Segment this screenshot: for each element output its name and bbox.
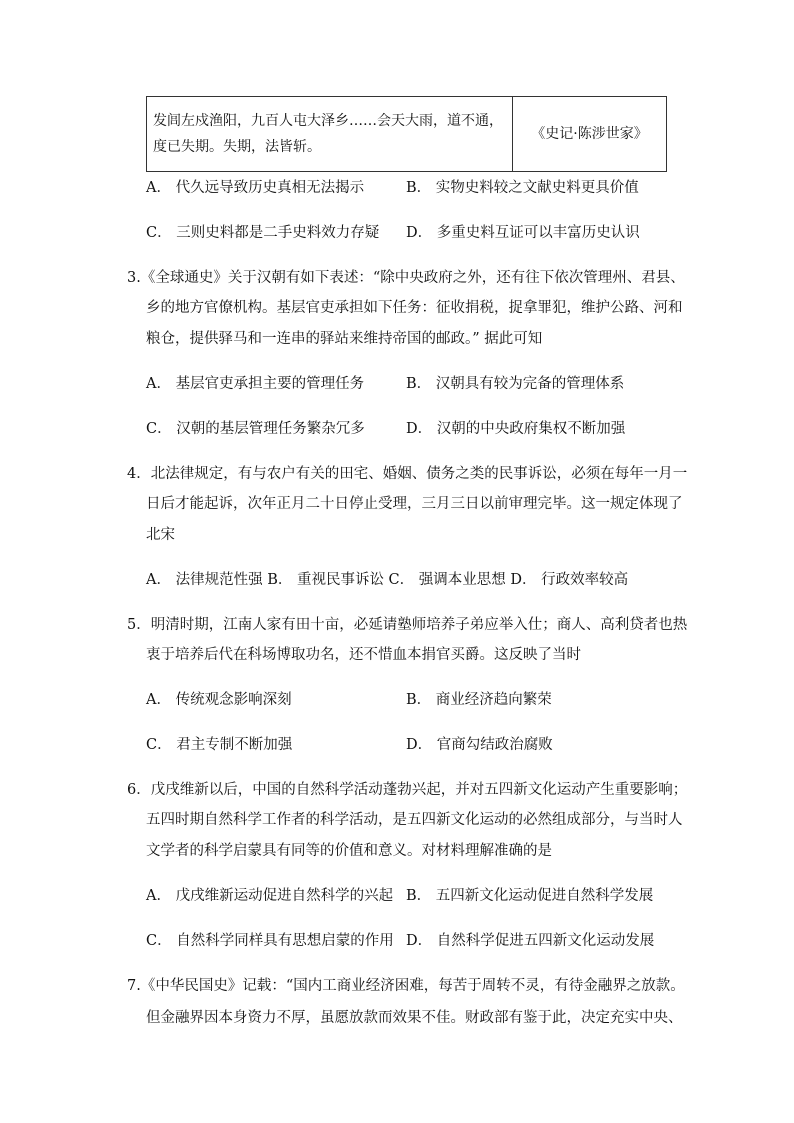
q3-stem-line: 3.《全球通史》关于汉朝有如下表述：“除中央政府之外，还有往下依次管理州、君县、	[127, 270, 685, 286]
q5-option-c: C． 君主专制不断加强	[146, 737, 293, 753]
source-quote-line: 发闾左戍渔阳，九百人屯大泽乡……会天大雨，道不通，	[153, 113, 503, 129]
q5-option-d: D． 官商勾结政治腐败	[406, 737, 553, 753]
q5-option-b: B． 商业经济趋向繁荣	[406, 692, 552, 708]
q6-stem-line: 6．戊戌维新以后，中国的自然科学活动蓬勃兴起，并对五四新文化运动产生重要影响；	[127, 782, 688, 798]
q7-stem-line: 7.《中华民国史》记载：“国内工商业经济困难，每苦于周转不灵，有待金融界之放款。	[127, 978, 685, 994]
q2-option-a: A． 代久远导致历史真相无法揭示	[146, 180, 365, 196]
q6-stem-line: 文学者的科学启蒙具有同等的价值和意义。对材料理解准确的是	[146, 843, 552, 859]
source-citation: 《史记·陈涉世家》	[513, 97, 667, 172]
q5-stem-line: 衷于培养后代在科场博取功名，还不惜血本捐官买爵。这反映了当时	[146, 647, 581, 663]
q3-option-d: D． 汉朝的中央政府集权不断加强	[406, 421, 626, 437]
q4-options: A． 法律规范性强 B． 重视民事诉讼 C． 强调本业思想 D． 行政效率较高	[146, 572, 629, 588]
q2-option-b: B． 实物史料较之文献史料更具价值	[406, 180, 639, 196]
q4-stem-line: 日后才能起诉，次年正月二十日停止受理，三月三日以前审理完毕。这一规定体现了	[146, 496, 683, 512]
q3-stem-line: 粮仓，提供驿马和一连串的驿站来维持帝国的邮政。” 据此可知	[146, 331, 543, 347]
q3-stem-line: 乡的地方官僚机构。基层官吏承担如下任务：征收捐税，捉拿罪犯，维护公路、河和	[146, 300, 683, 316]
q3-option-b: B． 汉朝具有较为完备的管理体系	[406, 376, 625, 392]
source-quote-line: 度已失期。失期，法皆斩。	[153, 139, 321, 155]
q4-stem-line: 4．北法律规定，有与农户有关的田宅、婚姻、债务之类的民事诉讼，必须在每年一月一	[127, 466, 688, 482]
source-quote	[147, 97, 513, 172]
q5-option-a: A． 传统观念影响深刻	[146, 692, 292, 708]
q2-option-c: C． 三则史料都是二手史料效力存疑	[146, 225, 380, 241]
source-table	[146, 96, 667, 172]
q2-option-d: D． 多重史料互证可以丰富历史认识	[406, 225, 640, 241]
q3-option-c: C． 汉朝的基层管理任务繁杂冗多	[146, 421, 365, 437]
q6-option-d: D． 自然科学促进五四新文化运动发展	[406, 933, 655, 949]
q3-option-a: A． 基层官吏承担主要的管理任务	[146, 376, 365, 392]
q6-option-c: C． 自然科学同样具有思想启蒙的作用	[146, 933, 394, 949]
q6-stem-line: 五四时期自然科学工作者的科学活动，是五四新文化运动的必然组成部分，与当时人	[146, 812, 683, 828]
q6-option-b: B． 五四新文化运动促进自然科学发展	[406, 888, 654, 904]
q6-option-a: A． 戊戌维新运动促进自然科学的兴起	[146, 888, 394, 904]
q7-stem-line: 但金融界因本身资力不厚，虽愿放款而效果不佳。财政部有鉴于此，决定充实中央、	[146, 1010, 683, 1026]
q4-stem-line: 北宋	[146, 527, 175, 543]
q5-stem-line: 5．明清时期，江南人家有田十亩，必延请塾师培养子弟应举入仕；商人、高利贷者也热	[127, 617, 688, 633]
